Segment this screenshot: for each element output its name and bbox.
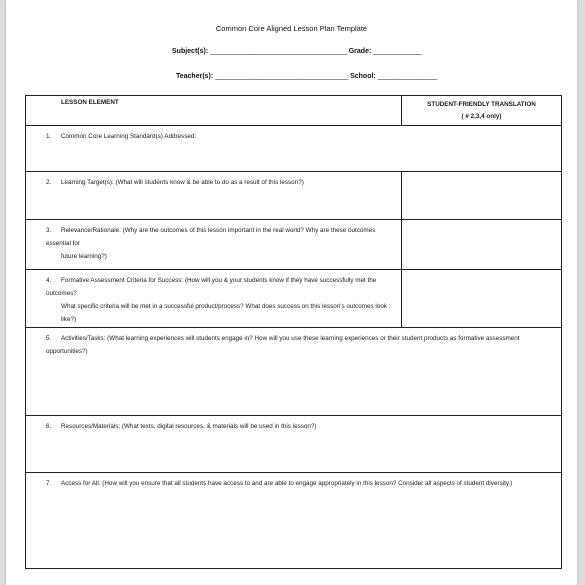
lesson-plan-table	[25, 95, 562, 569]
subject-grade-line	[172, 48, 421, 55]
translation-header	[402, 96, 562, 126]
grade-field[interactable]: _____________	[373, 48, 422, 55]
table-row	[26, 270, 562, 328]
row-text: Formative Assessment Criteria for Success: (How will you & your students know if they have successfully met the outcomes?	[46, 277, 377, 297]
row-text: Access for All: (How will you ensure that all students have access to and are able to engage appropriately in this lesson? Consider all aspects of student diversity.)	[61, 480, 513, 487]
row-text: Relevance/Rationale: (Why are the outcomes of this lesson important in the real world? Why are these outcomes essential for	[46, 227, 376, 247]
row-text-continued: future learning?)	[61, 253, 107, 260]
row-number: 6.	[46, 423, 52, 430]
row-5-cell[interactable]	[26, 328, 562, 416]
translation-header-note: ( # 2,3,4 only)	[461, 113, 502, 120]
row-number: 1.	[46, 133, 52, 140]
row-6-cell[interactable]	[26, 416, 562, 473]
row-number: 2.	[46, 179, 52, 186]
table-row	[26, 473, 562, 569]
school-field[interactable]: ________________	[377, 73, 437, 80]
row-number: 4.	[46, 277, 52, 284]
teacher-school-line	[176, 73, 437, 80]
table-row	[26, 126, 562, 172]
row-text: Learning Target(s): (What will students know & be able to do as a result of this lesson?)	[61, 179, 304, 186]
row-4-cell[interactable]	[26, 270, 402, 328]
grade-label: Grade:	[348, 48, 372, 55]
row-1-cell[interactable]	[26, 126, 562, 172]
row-2-translation-cell[interactable]	[402, 172, 562, 220]
table-row	[26, 172, 562, 220]
lesson-element-header: LESSON ELEMENT	[26, 96, 402, 126]
row-3-cell[interactable]	[26, 220, 402, 270]
row-4-translation-cell[interactable]	[402, 270, 562, 328]
teacher-field[interactable]: ____________________________________	[215, 73, 349, 80]
document-title: Common Core Aligned Lesson Plan Template	[215, 24, 368, 33]
document-page	[6, 0, 577, 585]
row-3-translation-cell[interactable]	[402, 220, 562, 270]
row-number: 5.	[46, 335, 52, 342]
subject-label: Subject(s):	[172, 48, 209, 55]
row-7-cell[interactable]	[26, 473, 562, 569]
table-row	[26, 328, 562, 416]
row-text: Common Core Learning Standard(s) Addressed:	[61, 133, 197, 140]
row-text: Activities/Tasks: (What learning experiences will students engage in? How will you use these learning experiences or their student products as formative assessment opportunities?)	[46, 335, 520, 355]
row-text-continued: What specific criteria will be met in a successful product/process? What does success on this lesson's outcomes look like?)	[61, 303, 387, 323]
subject-field[interactable]: _____________________________________	[210, 48, 347, 55]
table-header-row	[26, 96, 562, 126]
table-row	[26, 220, 562, 270]
row-text: Resources/Materials: (What texts, digital resources, & materials will be used in this lesson?)	[61, 423, 317, 430]
school-label: School:	[350, 73, 376, 80]
translation-header-title: STUDENT-FRIENDLY TRANSLATION	[427, 101, 536, 108]
row-number: 7.	[46, 480, 52, 487]
teacher-label: Teacher(s):	[176, 73, 214, 80]
row-number: 3.	[46, 227, 52, 234]
table-row	[26, 416, 562, 473]
row-2-cell[interactable]	[26, 172, 402, 220]
